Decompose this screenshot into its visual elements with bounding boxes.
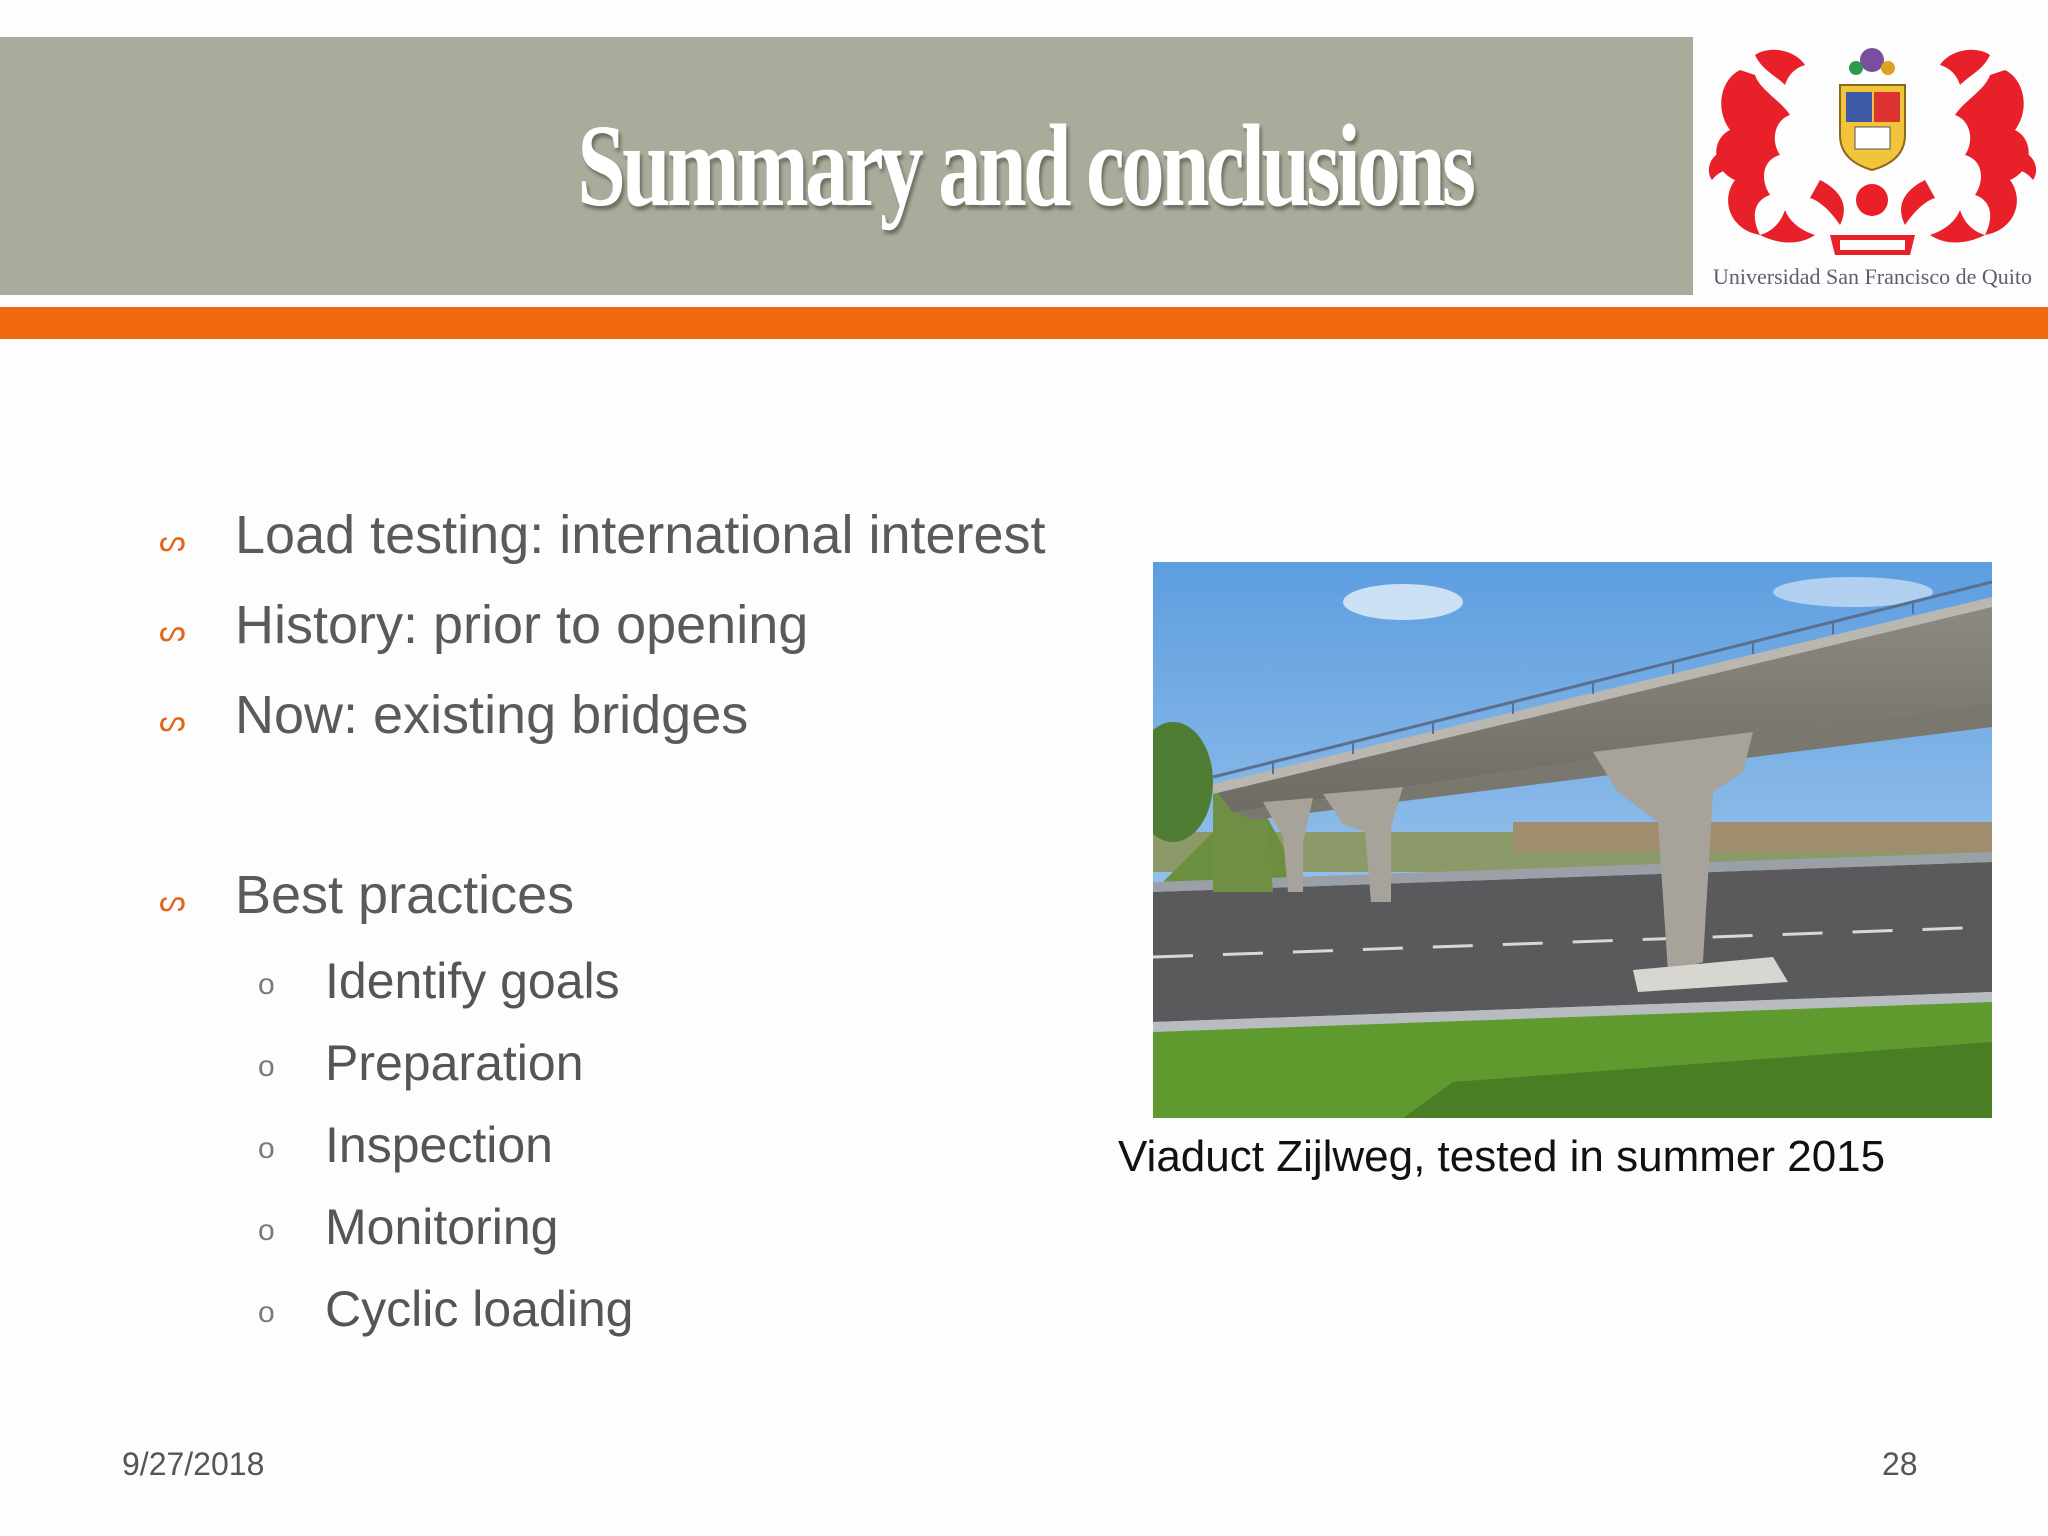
bullet-glyph-icon: ᔕ <box>159 704 186 739</box>
sub-bullet-item: o Inspection <box>258 1117 553 1173</box>
circle-bullet-icon: o <box>258 1296 275 1329</box>
university-crest-icon <box>1700 30 2045 298</box>
sub-bullet-item: o Monitoring <box>258 1199 559 1255</box>
bullet-item: ᔕ History: prior to opening <box>159 595 809 655</box>
circle-bullet-icon: o <box>258 1214 275 1247</box>
bullet-item: ᔕ Now: existing bridges <box>159 685 749 745</box>
photo-caption: Viaduct Zijlweg, tested in summer 2015 <box>1118 1132 1886 1181</box>
bullet-glyph-icon: ᔕ <box>159 614 186 649</box>
bullet-list <box>155 490 1155 1350</box>
bullet-glyph-icon: ᔕ <box>159 884 186 919</box>
slide-title: Summary and conclusions <box>577 100 1473 231</box>
sub-bullet-item: o Preparation <box>258 1035 584 1091</box>
sub-bullet-item: o Cyclic loading <box>258 1281 634 1337</box>
bullet-glyph-icon: ᔕ <box>159 524 186 559</box>
sub-bullet-item: o Identify goals <box>258 953 620 1009</box>
circle-bullet-icon: o <box>258 968 275 1001</box>
page-number: 28 <box>1882 1446 1918 1482</box>
bridge-viaduct-photo <box>1153 562 1992 1118</box>
bullet-item-best-practices: ᔕ Best practices <box>159 865 575 925</box>
circle-bullet-icon: o <box>258 1050 275 1083</box>
logo-caption: Universidad San Francisco de Quito <box>1713 264 2032 289</box>
accent-bar <box>0 307 2048 339</box>
bullet-item: ᔕ Load testing: international interest <box>159 505 1046 565</box>
footer-date: 9/27/2018 <box>122 1446 265 1482</box>
circle-bullet-icon: o <box>258 1132 275 1165</box>
